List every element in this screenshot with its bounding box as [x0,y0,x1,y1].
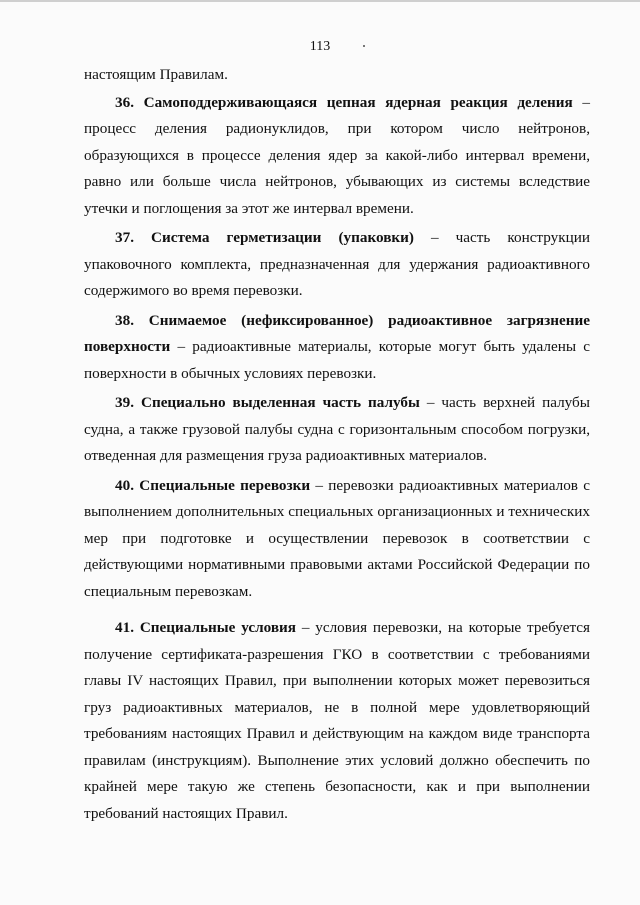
definition-term: 36. Самоподдерживающаяся цепная ядерная реакция деления [115,93,573,111]
definition-40 [84,473,590,606]
definition-text: – часть верхней палубы судна, а также грузовой палубы судна с горизонтальным способом погрузки, отведенная для размещения груза радиоактивных материалов. [84,394,590,464]
definition-39 [84,390,590,470]
scan-top-edge [0,0,640,2]
definition-term: 41. Специальные условия [115,619,297,636]
definition-37 [84,225,590,305]
definition-text: – процесс деления радионуклидов, при котором число нейтронов, образующихся в процессе деления ядер за какой-либо интервал времени, равно или больше числа нейтронов, убывающих из системы вследствие утечки и поглощения за этот же интервал времени. [84,93,591,217]
definition-term: 40. Специальные перевозки [115,476,311,494]
definition-text: – перевозки радиоактивных материалов с выполнением дополнительных специальных организационных и технических мер при подготовке и осуществлении перевозок в соответствии с действующими нормативными правовыми актами Российской Федерации по специальным перевозкам. [84,476,590,600]
definition-36 [84,90,590,223]
definition-term: 37. Система герметизации (упаковки) [115,229,414,246]
definition-text: – часть конструкции упаковочного комплекта, предназначенная для удержания радиоактивного содержимого во время перевозки. [84,229,591,299]
paragraph-continuation [84,62,590,89]
paragraph-text: настоящим Правилам. [84,66,228,83]
definition-38 [84,308,590,388]
definition-term: 39. Специально выделенная часть палубы [115,394,420,411]
definition-text: – условия перевозки, на которые требуется получение сертификата-разрешения ГКО в соответствии с требованиями главы IV настоящих Правил, при выполнении которых может перевозиться груз радиоактивных материалов, не в полной мере удовлетворяющий требованиям настоящих Правил и действующим на каждом виде транспорта правилам (инструкциям). Выполнение этих условий должно обеспечить по крайней мере такую же степень безопасности, как и при выполнении требований настоящих Правил. [84,619,590,822]
page-number: 113 [309,39,331,54]
definition-41 [84,615,590,827]
document-body [84,62,590,827]
definition-term: 38. Снимаемое (нефиксированное) радиоактивное загрязнение поверхности [84,311,590,355]
definition-text: – радиоактивные материалы, которые могут быть удалены с поверхности в обычных условиях перевозки. [84,338,590,382]
